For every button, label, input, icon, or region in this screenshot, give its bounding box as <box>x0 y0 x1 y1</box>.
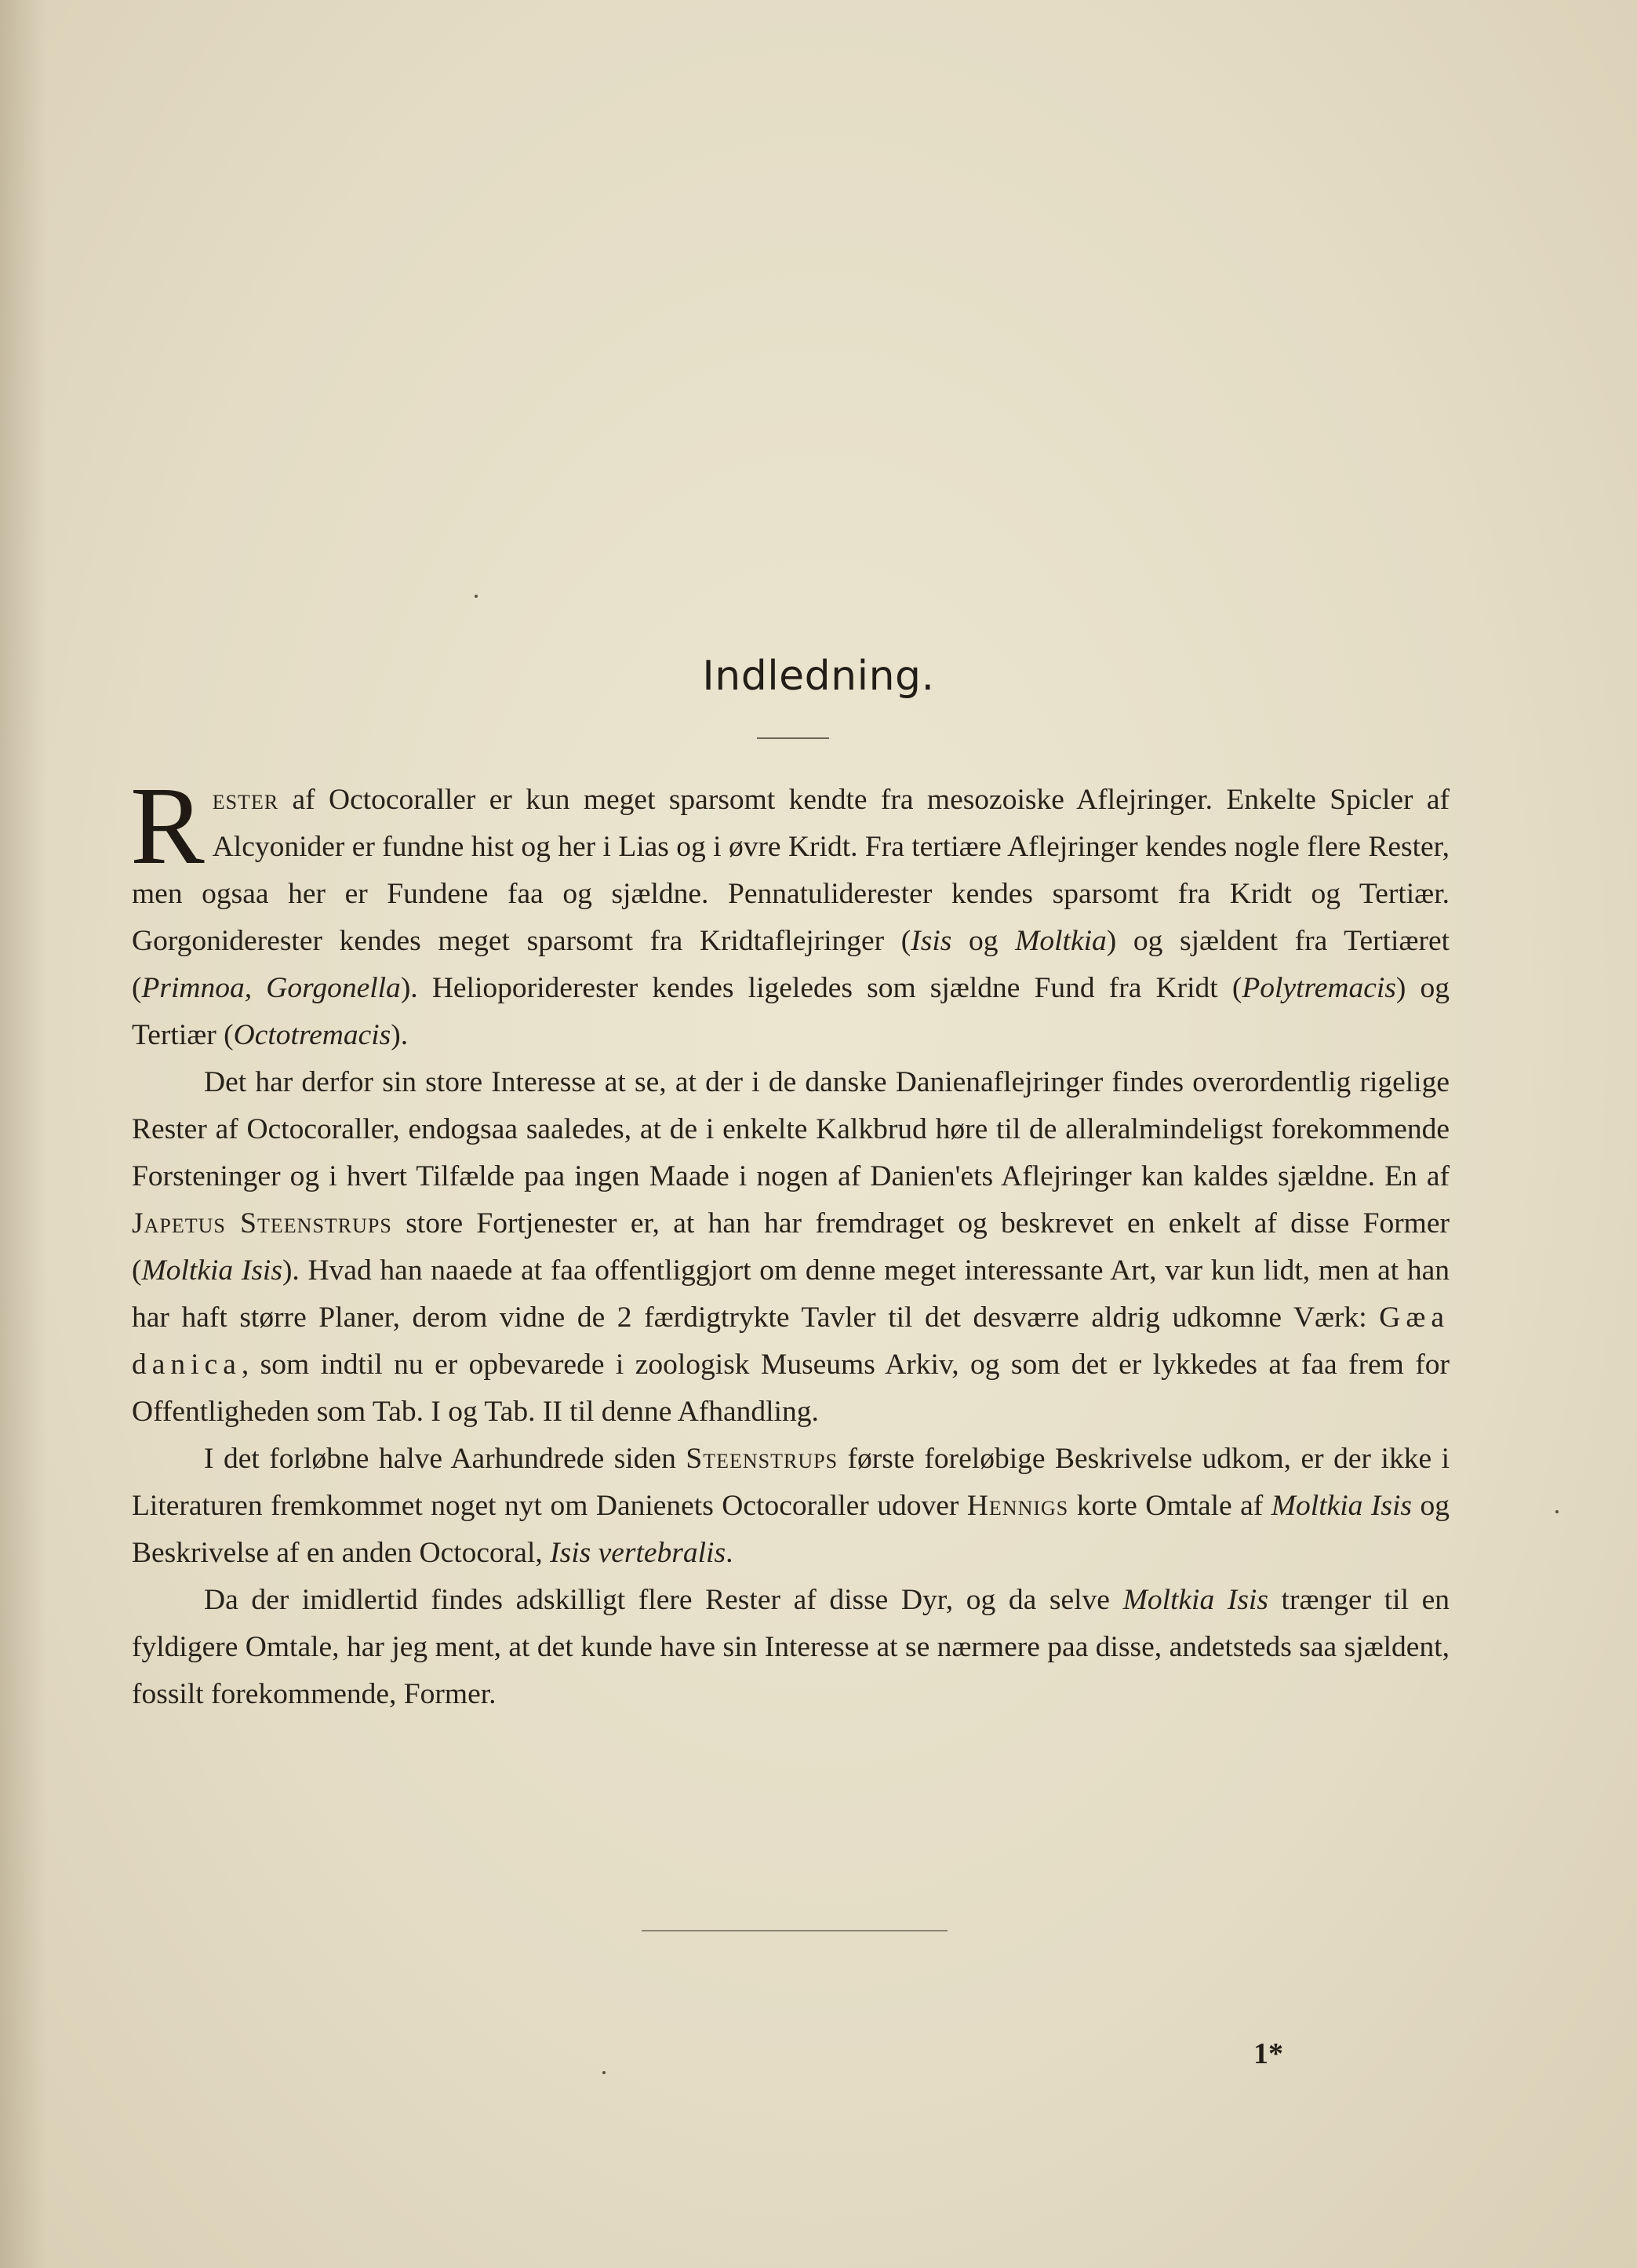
text-run: korte Omtale af <box>1068 1490 1271 1522</box>
italic-taxon: Polytremacis <box>1242 972 1396 1004</box>
work-title: Gæa danica <box>132 1301 1450 1381</box>
text-run: ) og Tertiær ( <box>132 972 1450 1051</box>
text-run: store Fortjenester er, at han har fremdraget og beskrevet en enkelt af disse Former ( <box>132 1207 1450 1287</box>
page-edge-shadow <box>0 0 47 2268</box>
paper-speck <box>475 595 478 598</box>
paragraph-4 <box>132 1577 1450 1718</box>
italic-taxon: Isis vertebralis <box>550 1537 726 1569</box>
text-run: trænger til en fyldigere Omtale, har jeg ment, at det kunde have sin Interesse at se nærmere paa disse, andetsteds saa sjældent, fossilt forekommende, Former. <box>132 1584 1450 1710</box>
drop-cap: R <box>130 763 205 887</box>
paragraph-3 <box>132 1436 1450 1577</box>
text-run: første foreløbige Beskrivelse udkom, er der ikke i Literaturen fremkommet noget nyt om Danienets Octocoraller udover <box>132 1443 1450 1522</box>
text-run: ). <box>391 1019 409 1051</box>
paragraph-2 <box>132 1059 1450 1436</box>
paper-speck <box>602 2071 606 2074</box>
page-heading: Indledning. <box>702 653 935 700</box>
text-run: ) og sjældent fra Tertiæret ( <box>132 925 1450 1004</box>
text-run: af Octocoraller er kun meget sparsomt kendte fra mesozoiske Aflejringer. Enkelte Spicler af Alcyonider er fundne hist og her i Lias og i øvre Kridt. Fra tertiære Aflejringer kendes nogle flere Rester, men ogsaa her er Fundene faa og sjældne. Pennatuliderester kendes sparsomt fra Kridt og Tertiær. Gorgoniderester kendes meget sparsomt fra Kridtaflejringer ( <box>132 784 1450 957</box>
italic-taxon: Octotremacis <box>233 1019 391 1051</box>
paragraph-1 <box>130 763 1450 1059</box>
paper-speck <box>1555 1510 1559 1513</box>
text-run: I det forløbne halve Aarhundrede siden <box>204 1443 686 1475</box>
text-run: ). Helioporiderester kendes ligeledes som sjældne Fund fra Kridt ( <box>400 972 1242 1004</box>
italic-taxon: Primnoa, Gorgonella <box>141 972 401 1004</box>
text-run: Det har derfor sin store Interesse at se, at der i de danske Danienaflejringer findes overordentlig rigelige Rester af Octocoraller, endogsaa saaledes, at de i enkelte Kalkbrud høre til de alleralmindeligst forekommende Forsteninger og i hvert Tilfælde paa ingen Maade i nogen af Danien'ets Aflejringer kan kaldes sjældne. En af <box>132 1066 1450 1192</box>
bottom-rule <box>642 1930 948 1931</box>
text-run: , som indtil nu er opbevarede i zoologisk Museums Arkiv, og som det er lykkedes at faa frem for Offentligheden som Tab. I og Tab. II til denne Afhandling. <box>132 1349 1450 1428</box>
text-run: . <box>726 1537 733 1569</box>
text-run: ). Hvad han naaede at faa offentliggjort om denne meget interessante Art, var kun lidt, men at han har haft større Planer, derom vidne de 2 færdigtrykte Tavler til det desværre aldrig udkomne Værk: <box>132 1254 1450 1334</box>
italic-taxon: Moltkia Isis <box>1122 1584 1268 1616</box>
heading-rule <box>757 737 829 739</box>
text-run: og Beskrivelse af en anden Octocoral, <box>132 1490 1450 1569</box>
italic-taxon: Moltkia <box>1015 925 1107 957</box>
lead-smallcaps: ester <box>212 784 279 816</box>
italic-taxon: Moltkia Isis <box>1271 1490 1413 1522</box>
page-number: 1* <box>1253 2037 1283 2070</box>
italic-taxon: Moltkia Isis <box>141 1254 282 1287</box>
author-name: Hennigs <box>966 1490 1069 1522</box>
body-text <box>130 763 1450 1718</box>
text-run: og <box>951 925 1016 957</box>
italic-taxon: Isis <box>911 925 952 957</box>
text-run: Da der imidlertid findes adskilligt flere Rester af disse Dyr, og da selve <box>204 1584 1123 1616</box>
author-name: Steenstrups <box>686 1443 839 1475</box>
author-name: Japetus Steenstrups <box>132 1207 392 1240</box>
